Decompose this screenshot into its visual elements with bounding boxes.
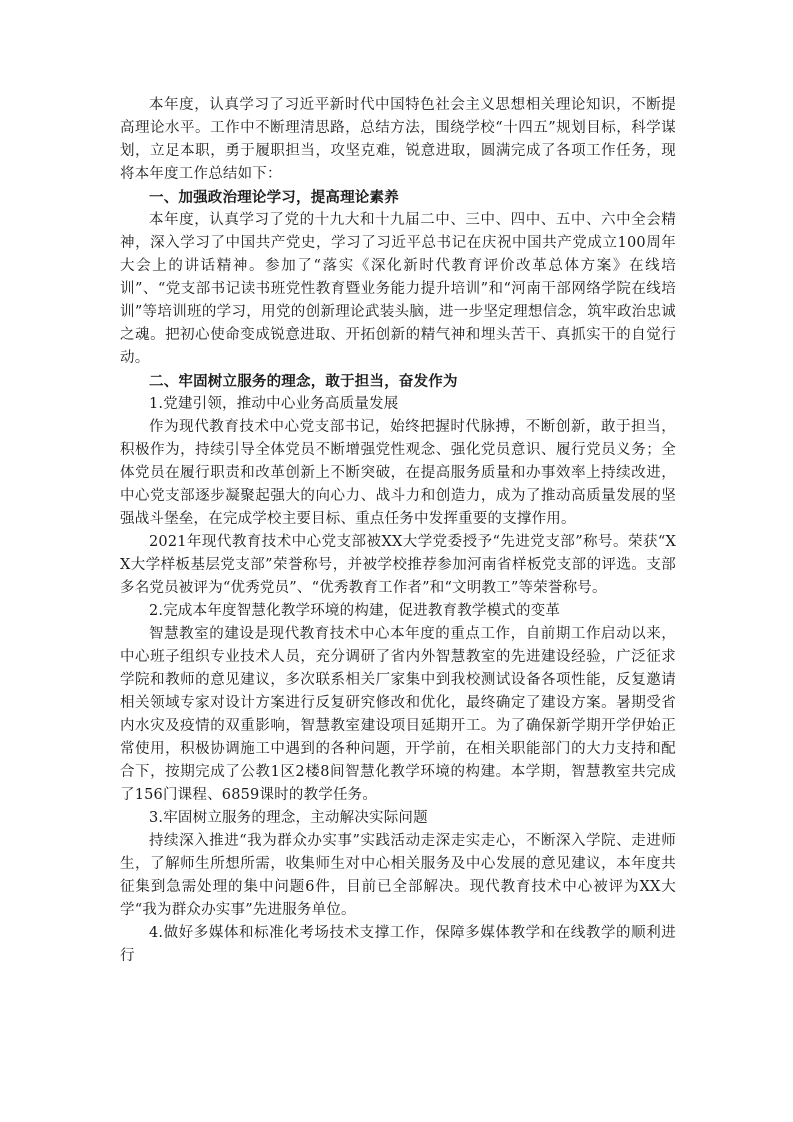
document-body [120, 94, 676, 968]
subheading-2: 2.完成本年度智慧化教学环境的构建，促进教育教学模式的变革 [149, 603, 561, 619]
subheading-4: 4.做好多媒体和标准化考场技术支撑工作，保障多媒体教学和在线教学的顺利进行 [120, 925, 676, 964]
body-paragraph: 持续深入推进“我为群众办实事”实践活动走深走实走心，不断深入学院、走进师生，了解师生所想所需，收集师生对中心相关服务及中心发展的意见建议，本年度共征集到急需处理的集中问题6件，目前已全部解决。现代教育技术中心被评为XX大学“我为群众办实事”先进服务单位。 [120, 833, 676, 918]
body-paragraph: 本年度，认真学习了党的十九大和十九届二中、三中、四中、五中、六中全会精神，深入学习了中国共产党史，学习了习近平总书记在庆祝中国共产党成立100周年大会上的讲话精神。参加了“落实《深化新时代教育评价改革总体方案》在线培训”、“党支部书记读书班党性教育暨业务能力提升培训”和“河南干部网络学院在线培训”等培训班的学习，用党的创新理论武装头脑，进一步坚定理想信念，筑牢政治忠诚之魂。把初心使命变成锐意进取、开拓创新的精气神和埋头苦干、真抓实干的自觉行动。 [120, 212, 676, 366]
subheading-1: 1.党建引领，推动中心业务高质量发展 [149, 396, 399, 412]
subheading-3: 3.牢固树立服务的理念，主动解决实际问题 [149, 810, 428, 826]
body-paragraph: 2021年现代教育技术中心党支部被XX大学党委授予“先进党支部”称号。荣获“XX大学样板基层党支部”荣誉称号，并被学校推荐参加河南省样板党支部的评选。支部多名党员被评为“优秀党员”、“优秀教育工作者”和“文明教工”等荣誉称号。 [120, 534, 676, 596]
body-paragraph: 作为现代教育技术中心党支部书记，始终把握时代脉搏，不断创新，敢于担当，积极作为，持续引导全体党员不断增强党性观念、强化党员意识、履行党员义务；全体党员在履行职责和改革创新上不断突破，在提高服务质量和办事效率上持续改进，中心党支部逐步凝聚起强大的向心力、战斗力和创造力，成为了推动高质量发展的坚强战斗堡垒，在完成学校主要目标、重点任务中发挥重要的支撑作用。 [120, 419, 676, 527]
intro-paragraph: 本年度，认真学习了习近平新时代中国特色社会主义思想相关理论知识，不断提高理论水平。工作中不断理清思路，总结方法，围绕学校“十四五”规划目标，科学谋划，立足本职，勇于履职担当，攻坚克难，锐意进取，圆满完成了各项工作任务，现将本年度工作总结如下： [120, 97, 676, 182]
section-heading-2: 二、牢固树立服务的理念，敢于担当，奋发作为 [149, 373, 458, 390]
section-heading-1: 一、加强政治理论学习，提高理论素养 [149, 189, 399, 206]
body-paragraph: 智慧教室的建设是现代教育技术中心本年度的重点工作，自前期工作启动以来，中心班子组织专业技术人员，充分调研了省内外智慧教室的先进建设经验，广泛征求学院和教师的意见建议，多次联系相关厂家集中到我校测试设备各项性能，反复邀请相关领域专家对设计方案进行反复研究修改和优化，最终确定了建设方案。暑期受省内水灾及疫情的双重影响，智慧教室建设项目延期开工。为了确保新学期开学伊始正常使用，积极协调施工中遇到的各种问题，开学前，在相关职能部门的大力支持和配合下，按期完成了公教1区2楼8间智慧化教学环境的构建。本学期，智慧教室共完成了156门课程、6859课时的教学任务。 [120, 626, 676, 803]
